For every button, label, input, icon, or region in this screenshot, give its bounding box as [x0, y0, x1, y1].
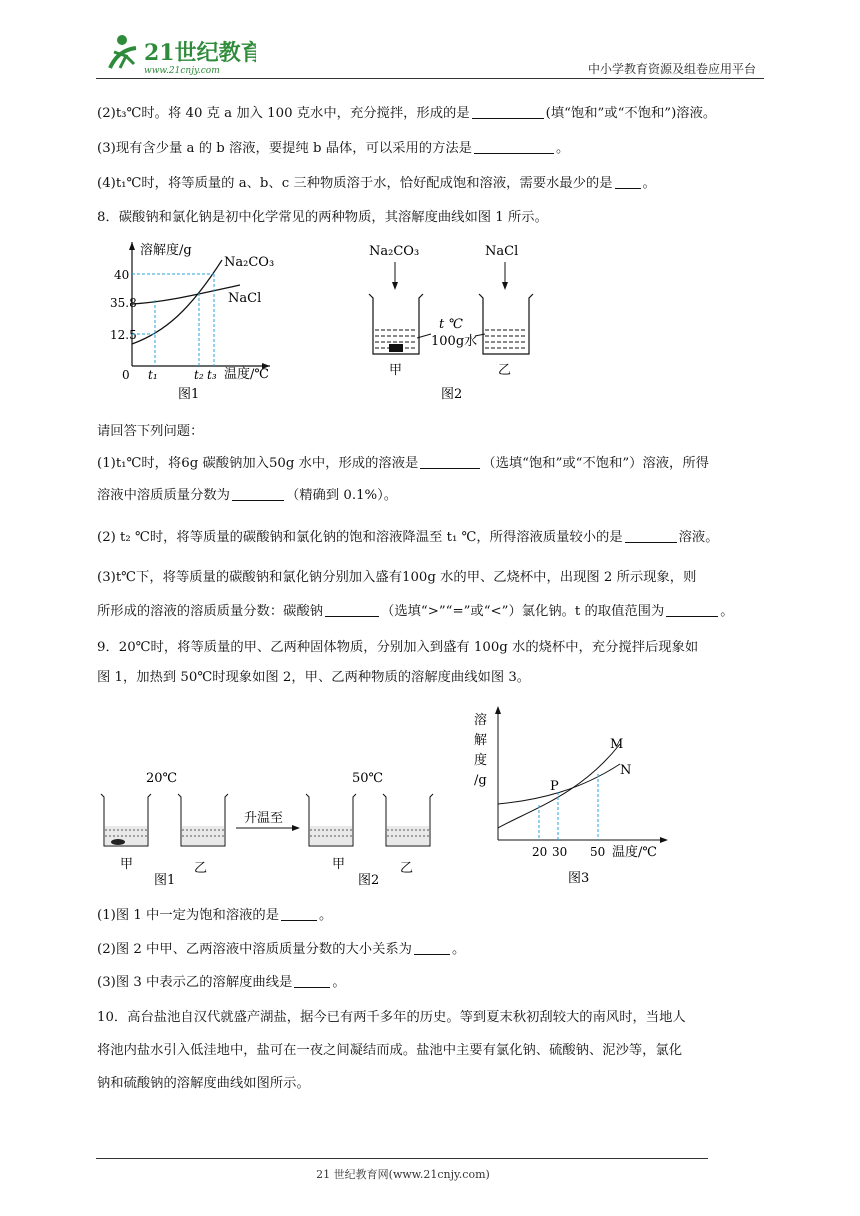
answer-blank [615, 174, 641, 189]
q7-part4-text-end: 。 [642, 176, 656, 191]
q9-part3-end: 。 [332, 975, 346, 990]
reagent-left-label: Na₂CO₃ [369, 244, 420, 259]
beaker-right [479, 294, 533, 354]
answer-blank [414, 940, 450, 955]
q9-stem-line2: 图 1，加热到 50℃时现象如图 2，甲、乙两种物质的溶解度曲线如图 3。 [97, 670, 531, 685]
q9-part3-text: (3)图 3 中表示乙的溶解度曲线是 [97, 975, 293, 990]
q8-part3-line2 [97, 602, 734, 622]
answer-blank [232, 486, 284, 501]
answer-blank [294, 973, 330, 988]
q9-figure3-solubility-chart [470, 700, 680, 892]
logo-url: www.21cnjy.com [144, 66, 220, 76]
q8-stem: 8．碳酸钠和氯化钠是初中化学常见的两种物质，其溶解度曲线如图 1 所示。 [97, 210, 548, 225]
header-divider [96, 78, 764, 79]
q7-part3 [97, 139, 569, 159]
q7-part2-text: (2)t₃℃时。将 40 克 a 加入 100 克水中，充分搅拌，形成的是 [97, 106, 470, 121]
label-jia-2: 甲 [332, 857, 346, 872]
series-nacl-curve [132, 285, 240, 304]
label-jia-1: 甲 [120, 857, 134, 872]
label-yi-1: 乙 [194, 861, 208, 876]
solid-residue [111, 839, 125, 845]
reagent-right-label: NaCl [485, 244, 519, 259]
q8-part1-text: (1)t₁℃时，将6g 碳酸钠加入50g 水中，形成的溶液是 [97, 456, 419, 471]
y-label-char-1: 溶 [474, 713, 488, 728]
q10-line3: 钠和硫酸钠的溶解度曲线如图所示。 [97, 1076, 310, 1091]
curve-n [498, 764, 620, 804]
x-tick-t3: t₃ [207, 368, 217, 382]
y-tick-35-8: 35.8 [110, 296, 137, 310]
q8-part1-line2 [97, 486, 397, 506]
q7-part2 [97, 104, 716, 124]
q8-part3-line1: (3)t℃下，将等质量的碳酸钠和氯化钠分别加入盛有100g 水的甲、乙烧杯中，出现图 2 所示现象，则 [97, 570, 697, 585]
caption-fig2: 图2 [358, 873, 380, 888]
q8-part2-text: (2) t₂ ℃时，将等质量的碳酸钠和氯化钠的饱和溶液降温至 t₁ ℃，所得溶液质量较小的是 [97, 530, 623, 545]
q9-stem-line1: 9．20℃时，将等质量的甲、乙两种固体物质，分别加入到盛有 100g 水的烧杯中，充分搅拌后现象如 [97, 640, 699, 655]
x-axis-label: 温度/℃ [612, 845, 657, 860]
answer-blank [474, 139, 554, 154]
answer-blank [472, 104, 544, 119]
figure-caption: 图2 [441, 387, 463, 402]
y-tick-12-5: 12.5 [110, 328, 137, 342]
q10-line2: 将池内盐水引入低洼地中，盐可在一夜之间凝结而成。盐池中主要有氯化钠、硫酸钠、泥沙等，氯化 [97, 1043, 683, 1058]
water-label: 100g水 [431, 334, 478, 349]
temp-20: 20℃ [146, 771, 178, 786]
q8-part3-text-mid: （选填“>”“=”或“<”）氯化钠。t 的取值范围为 [381, 604, 665, 619]
q9-part3 [97, 973, 346, 993]
label-yi-2: 乙 [400, 861, 414, 876]
q9-part1 [97, 906, 332, 926]
q7-part4-text: (4)t₁℃时，将等质量的 a、b、c 三种物质溶于水，恰好配成饱和溶液，需要水最少的是 [97, 176, 613, 191]
figure-caption: 图3 [568, 871, 590, 886]
footer-text: 21 世纪教育网(www.21cnjy.com) [316, 1168, 490, 1181]
q10-line1: 10．高台盐池自汉代就盛产湖盐，据今已有两千多年的历史。等到夏末秋初刮较大的南风时，当地人 [97, 1010, 686, 1025]
answer-blank [281, 906, 317, 921]
q8-part2 [97, 528, 719, 548]
q8-prompt: 请回答下列问题： [97, 424, 204, 439]
figure-caption: 图1 [178, 387, 200, 402]
site-logo [96, 30, 256, 76]
header-platform-text: 中小学教育资源及组卷应用平台 [587, 62, 756, 76]
q8-part1-text-mid: （选填“饱和”或“不饱和”）溶液，所得 [482, 456, 709, 471]
answer-blank [625, 528, 677, 543]
q9-part1-text: (1)图 1 中一定为饱和溶液的是 [97, 908, 280, 923]
temperature-label: t ℃ [439, 317, 463, 332]
arrow-label: 升温至 [244, 811, 284, 826]
answer-blank [666, 602, 718, 617]
q8-figure1-solubility-chart [110, 238, 290, 408]
q7-part2-text-end: (填“饱和”或“不饱和”)溶液。 [545, 106, 717, 121]
y-tick-40: 40 [114, 268, 130, 282]
series-label-na2co3: Na₂CO₃ [224, 255, 275, 270]
y-axis-label: 溶解度/g [140, 243, 192, 258]
q8-part3-text-end: 。 [720, 604, 734, 619]
x-tick-50: 50 [590, 845, 606, 859]
q7-part3-text: (3)现有含少量 a 的 b 溶液，要提纯 b 晶体，可以采用的方法是 [97, 141, 472, 156]
beaker-left-name: 甲 [389, 363, 403, 378]
q8-part2-text-end: 溶液。 [678, 530, 719, 545]
q9-part1-end: 。 [319, 908, 333, 923]
x-tick-20: 20 [532, 845, 548, 859]
q9-part2-end: 。 [451, 942, 466, 957]
q9-figure12-beakers [96, 760, 456, 890]
q8-part1-text2: 溶液中溶质质量分数为 [97, 488, 230, 503]
answer-blank [325, 602, 379, 617]
logo-text: 21世纪教育 [144, 40, 256, 66]
q7-part4 [97, 174, 656, 194]
series-label-m: M [610, 737, 624, 752]
origin-label: 0 [122, 368, 130, 382]
series-label-nacl: NaCl [228, 291, 262, 306]
series-na2co3-curve [132, 260, 222, 344]
q9-part2 [97, 940, 465, 960]
y-label-char-2: 解 [474, 733, 488, 748]
q8-part3-text: 所形成的溶液的溶质质量分数：碳酸钠 [97, 604, 324, 619]
x-axis-label: 温度/℃ [224, 367, 269, 382]
q8-figure2-beakers [355, 238, 555, 408]
footer-divider [96, 1158, 708, 1159]
curve-m [498, 744, 620, 828]
caption-fig1: 图1 [154, 873, 176, 888]
x-tick-30: 30 [552, 845, 568, 859]
q7-part3-text-end: 。 [555, 141, 570, 156]
beaker-right-name: 乙 [498, 363, 512, 378]
undissolved-solid [389, 344, 403, 352]
y-label-char-3: 度 [474, 753, 488, 768]
q8-part1-text2-end: （精确到 0.1%）。 [285, 488, 398, 503]
x-tick-t1: t₁ [148, 368, 158, 382]
q8-part1-line1 [97, 454, 709, 474]
y-label-char-4: /g [474, 773, 487, 788]
answer-blank [420, 454, 480, 469]
q9-part2-text: (2)图 2 中甲、乙两溶液中溶质质量分数的大小关系为 [97, 942, 412, 957]
x-tick-t2: t₂ [194, 368, 204, 382]
intersection-label-p: P [550, 779, 559, 794]
temp-50: 50℃ [352, 771, 384, 786]
series-label-n: N [620, 763, 632, 778]
